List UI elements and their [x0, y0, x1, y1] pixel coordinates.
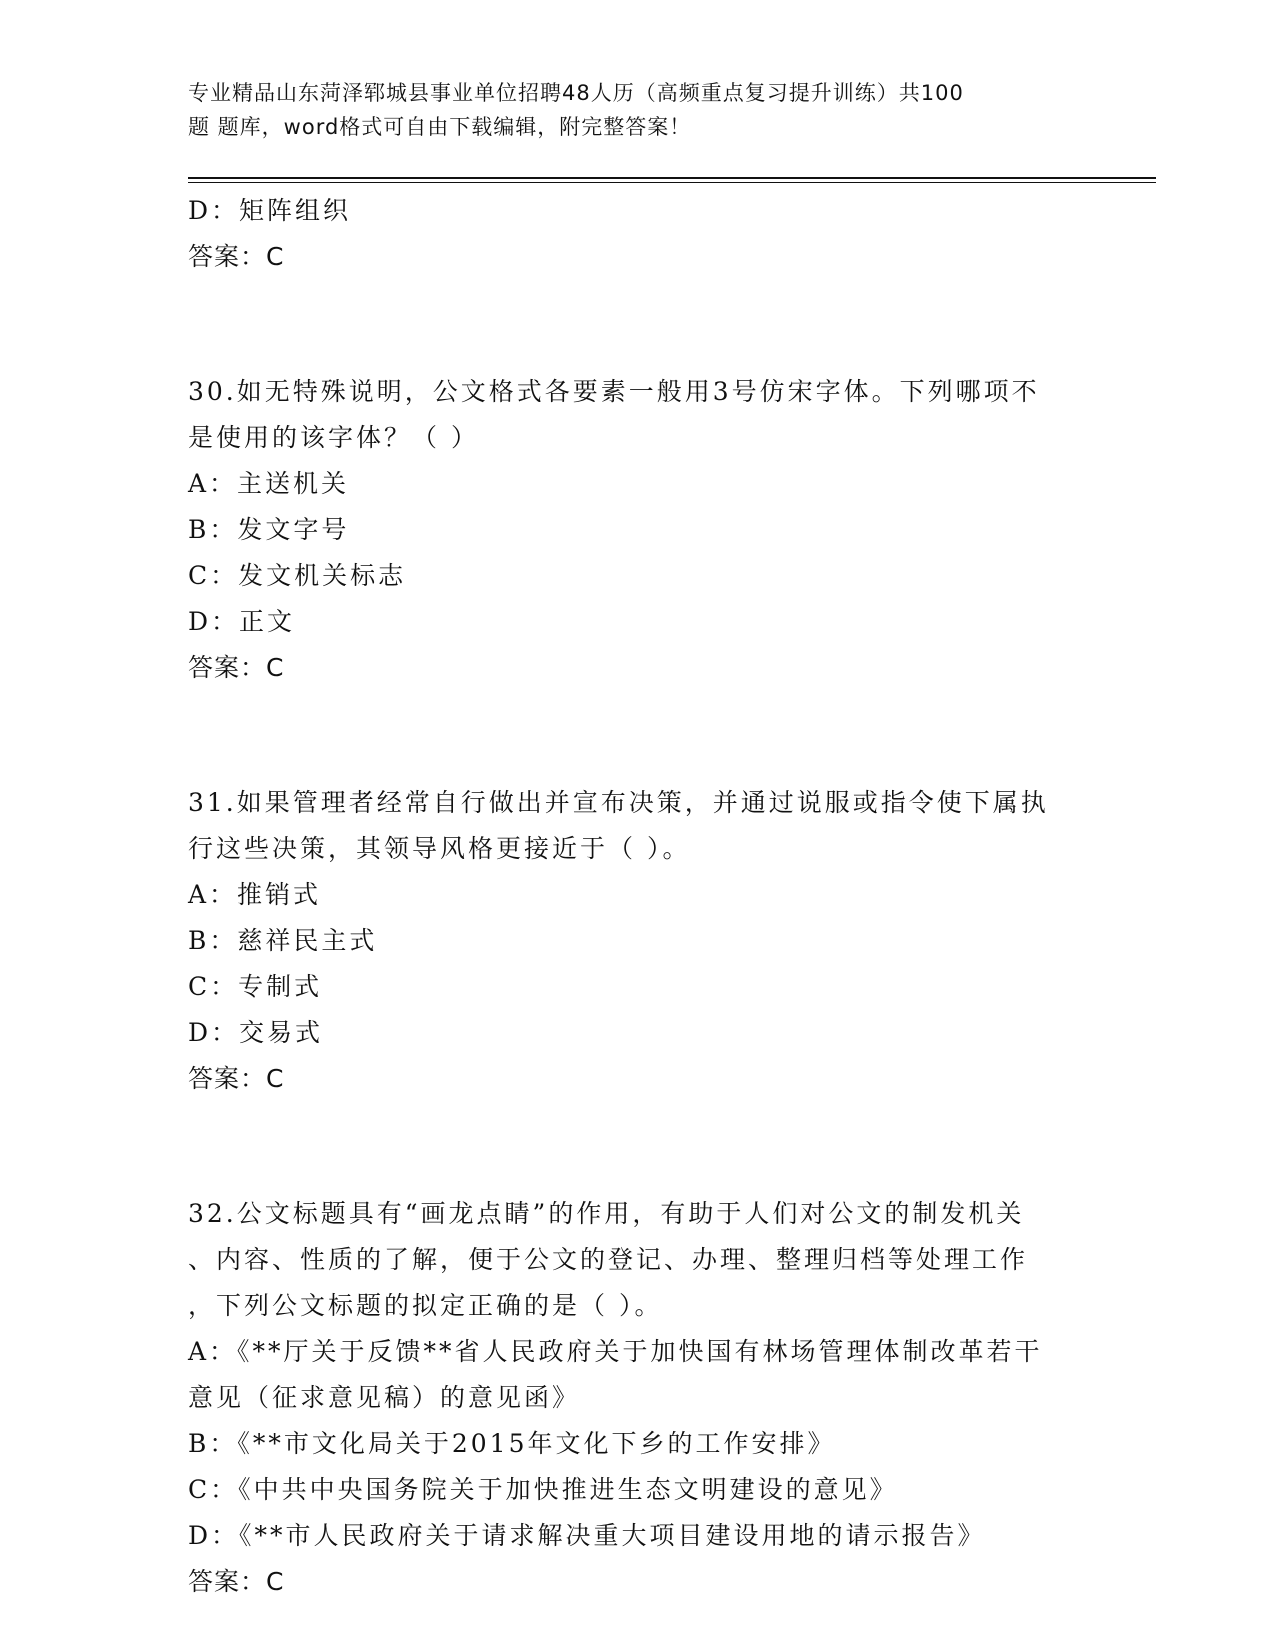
- spacer: [188, 280, 1088, 369]
- stem-line: 行这些决策，其领导风格更接近于（ ）。: [188, 834, 691, 863]
- header-divider-thin: [188, 182, 1156, 183]
- option-d: D：交易式: [188, 1018, 324, 1047]
- spacer: [188, 691, 1088, 780]
- option-d: D：《**市人民政府关于请求解决重大项目建设用地的请示报告》: [188, 1521, 986, 1550]
- option-b: B：发文字号: [188, 515, 350, 544]
- option-d: D：正文: [188, 607, 296, 636]
- question-31: [188, 780, 1088, 1102]
- stem-line: 30.如无特殊说明，公文格式各要素一般用3号仿宋字体。下列哪项不: [188, 377, 1040, 406]
- header-divider-thick: [188, 177, 1156, 179]
- question-stem: [188, 369, 1088, 461]
- option-a: A：推销式: [188, 880, 322, 909]
- page-header: [188, 76, 1088, 144]
- previous-question-answer: 答案：C: [188, 242, 285, 271]
- stem-line: 是使用的该字体？（ ）: [188, 423, 479, 452]
- previous-question-option-d: D：矩阵组织: [188, 196, 352, 225]
- stem-line: 、内容、性质的了解，便于公文的登记、办理、整理归档等处理工作: [188, 1245, 1029, 1274]
- answer-line: 答案：C: [188, 653, 285, 682]
- stem-line: 31.如果管理者经常自行做出并宣布决策，并通过说服或指令使下属执: [188, 788, 1049, 817]
- option-b: B：慈祥民主式: [188, 926, 378, 955]
- option-c: C：发文机关标志: [188, 561, 407, 590]
- stem-line: ，下列公文标题的拟定正确的是（ ）。: [188, 1291, 663, 1320]
- option-a-continued: 意见（征求意见稿）的意见函》: [188, 1383, 581, 1412]
- option-b: B：《**市文化局关于2015年文化下乡的工作安排》: [188, 1429, 836, 1458]
- question-content: [188, 188, 1088, 1605]
- question-32: [188, 1191, 1088, 1605]
- option-a: A：《**厅关于反馈**省人民政府关于加快国有林场管理体制改革若干: [188, 1337, 1043, 1366]
- option-c: C：《中共中央国务院关于加快推进生态文明建设的意见》: [188, 1475, 898, 1504]
- answer-line: 答案：C: [188, 1567, 285, 1596]
- question-stem: [188, 780, 1088, 872]
- answer-line: 答案：C: [188, 1064, 285, 1093]
- option-a: A：主送机关: [188, 469, 350, 498]
- question-30: [188, 369, 1088, 691]
- header-title-line-2: 题 题库，word格式可自由下载编辑，附完整答案！: [188, 115, 692, 139]
- question-stem: [188, 1191, 1088, 1329]
- header-title-line-1: 专业精品山东菏泽郓城县事业单位招聘48人历（高频重点复习提升训练）共100: [188, 81, 964, 105]
- spacer: [188, 1102, 1088, 1191]
- option-c: C：专制式: [188, 972, 323, 1001]
- stem-line: 32.公文标题具有“画龙点睛”的作用，有助于人们对公文的制发机关: [188, 1199, 1025, 1228]
